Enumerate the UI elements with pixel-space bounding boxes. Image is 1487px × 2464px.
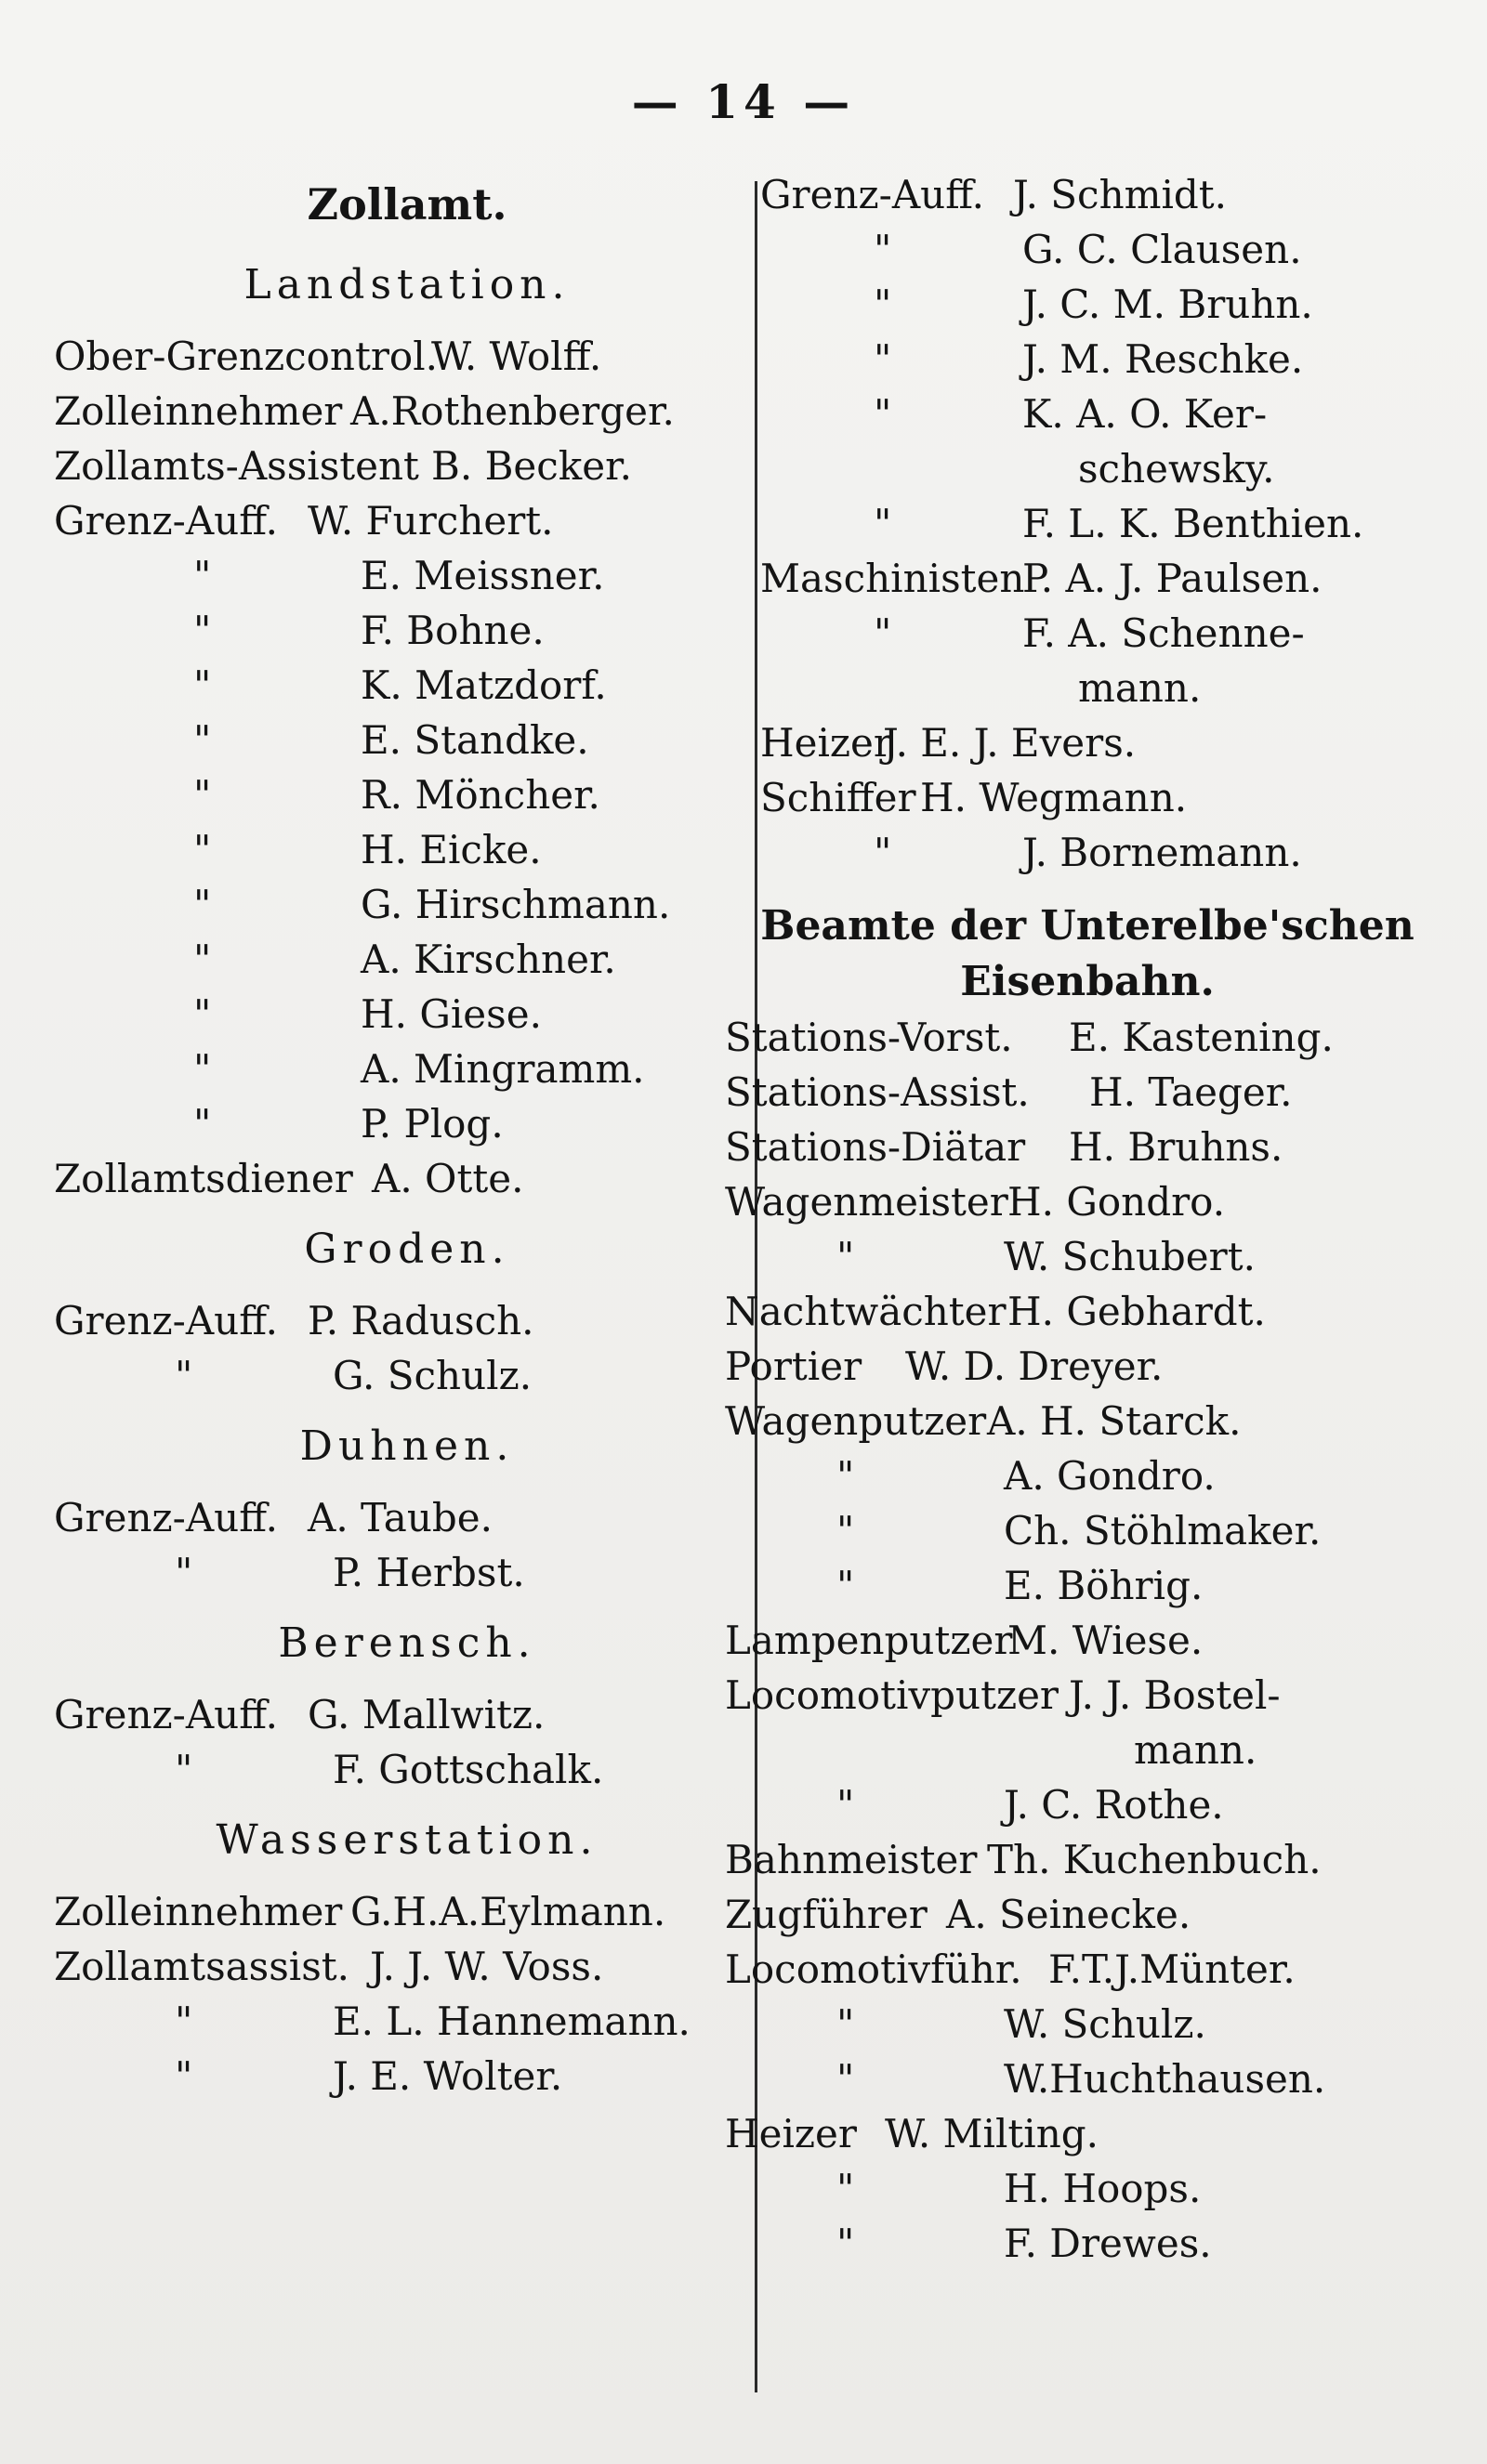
ditto-mark: " — [193, 882, 212, 927]
ditto-mark: " — [175, 1999, 193, 2044]
person-name: P. Herbst. — [333, 1550, 525, 1595]
list-item — [54, 548, 760, 603]
job-title: Lampenputzer — [725, 1618, 1013, 1663]
job-title: Locomotivputzer — [725, 1672, 1059, 1718]
person-name: E. L. Hannemann. — [333, 1999, 691, 2044]
list-item — [725, 1174, 1450, 1229]
section-heading-railway: Beamte der Unterelbe'schen — [760, 902, 1415, 950]
list-item — [54, 987, 760, 1042]
ditto-mark: " — [874, 391, 892, 437]
list-item — [54, 1939, 760, 1994]
list-item — [54, 1151, 760, 1206]
person-name: H. Gebhardt. — [1007, 1289, 1266, 1334]
list-item — [54, 1348, 760, 1403]
ditto-mark: " — [874, 227, 892, 272]
job-title: Zollamtsdiener — [54, 1156, 353, 1201]
list-item — [54, 877, 760, 932]
person-name: G. C. Clausen. — [1022, 227, 1302, 272]
list-item — [725, 1120, 1450, 1174]
list-item — [54, 1545, 760, 1600]
ditto-mark: " — [874, 282, 892, 327]
person-name: H. Eicke. — [361, 827, 542, 872]
job-title: Zolleinnehmer — [54, 1889, 343, 1934]
person-name: J. J. Bostel- — [1069, 1672, 1281, 1718]
job-title: Heizer — [760, 720, 892, 766]
ditto-mark: " — [836, 1782, 855, 1828]
person-name: F. Gottschalk. — [333, 1747, 604, 1792]
ditto-mark: " — [874, 830, 892, 875]
list-item — [725, 1448, 1450, 1503]
person-name: A. Seinecke. — [946, 1892, 1191, 1937]
section-heading-zollamt: Zollamt. — [307, 179, 507, 229]
person-name: A. Taube. — [308, 1495, 493, 1540]
list-item — [54, 439, 760, 493]
ditto-mark: " — [193, 717, 212, 763]
list-item — [725, 2051, 1450, 2106]
section-subheading: Berensch. — [278, 1619, 536, 1667]
ditto-mark: " — [836, 1508, 855, 1553]
person-name: G. Mallwitz. — [308, 1692, 546, 1737]
job-title: Ober-Grenzcontrol. — [54, 334, 438, 379]
job-title: Stations-Diätar — [725, 1124, 1026, 1170]
person-name: Th. Kuchenbuch. — [987, 1837, 1322, 1882]
person-name: P. A. J. Paulsen. — [1022, 556, 1323, 601]
list-item — [54, 603, 760, 658]
person-name: G. Hirschmann. — [361, 882, 671, 927]
list-item — [725, 825, 1450, 880]
list-item — [725, 1558, 1450, 1613]
job-title: Locomotivführ. — [725, 1946, 1022, 1992]
list-item — [54, 384, 760, 439]
right-column — [725, 167, 1450, 2271]
person-name: B. Becker. — [431, 443, 632, 489]
job-title: Grenz-Auff. — [760, 172, 984, 217]
section-subheading: Groden. — [304, 1225, 510, 1273]
person-name: P. Plog. — [361, 1101, 504, 1147]
list-item — [54, 1096, 760, 1151]
list-item — [725, 1065, 1450, 1120]
job-title: Heizer — [725, 2111, 857, 2156]
person-name: Ch. Stöhlmaker. — [1004, 1508, 1322, 1553]
ditto-mark: " — [836, 2221, 855, 2266]
list-item — [725, 1010, 1450, 1065]
person-name: R. Möncher. — [361, 772, 600, 818]
job-title: Grenz-Auff. — [54, 1692, 278, 1737]
list-item — [725, 1339, 1450, 1394]
list-item — [54, 1042, 760, 1096]
ditto-mark: " — [193, 608, 212, 653]
list-item — [54, 713, 760, 767]
ditto-mark: " — [193, 1046, 212, 1092]
list-item — [725, 277, 1450, 332]
ditto-mark: " — [193, 991, 212, 1037]
person-name: H. Hoops. — [1004, 2166, 1202, 2211]
ditto-mark: " — [836, 1563, 855, 1608]
list-item — [725, 332, 1450, 387]
person-name: mann. — [1134, 1727, 1257, 1773]
list-item — [54, 1884, 760, 1939]
ditto-mark: " — [836, 2001, 855, 2047]
ditto-mark: " — [836, 1234, 855, 1279]
list-item — [725, 441, 1450, 496]
list-item — [725, 606, 1450, 661]
list-item — [725, 551, 1450, 606]
ditto-mark: " — [175, 1550, 193, 1595]
person-name: A. Otte. — [372, 1156, 524, 1201]
job-title: Wagenputzer — [725, 1398, 987, 1444]
list-item — [54, 2049, 760, 2104]
ditto-mark: " — [175, 1747, 193, 1792]
list-item — [725, 167, 1450, 222]
person-name: J. M. Reschke. — [1022, 336, 1304, 382]
job-title: Bahnmeister — [725, 1837, 978, 1882]
person-name: M. Wiese. — [1007, 1618, 1204, 1663]
list-item — [725, 1613, 1450, 1668]
person-name: J. J. W. Voss. — [370, 1944, 604, 1989]
list-item — [54, 1293, 760, 1348]
list-item — [54, 932, 760, 987]
list-item — [725, 496, 1450, 551]
job-title: Zugführer — [725, 1892, 928, 1937]
list-item — [725, 661, 1450, 715]
list-item — [725, 770, 1450, 825]
job-title: Stations-Assist. — [725, 1069, 1030, 1115]
person-name: W. Wolff. — [431, 334, 602, 379]
list-item — [54, 1742, 760, 1797]
list-item — [54, 658, 760, 713]
person-name: A.Rothenberger. — [350, 388, 675, 434]
job-title: Portier — [725, 1343, 862, 1389]
list-item — [725, 2216, 1450, 2271]
person-name: H. Giese. — [361, 991, 542, 1037]
person-name: J. E. J. Evers. — [883, 720, 1137, 766]
list-item — [54, 329, 760, 384]
list-item — [725, 222, 1450, 277]
person-name: E. Böhrig. — [1004, 1563, 1204, 1608]
person-name: mann. — [1078, 665, 1202, 711]
list-item — [725, 2106, 1450, 2161]
person-name: J. Bornemann. — [1022, 830, 1302, 875]
person-name: J. C. M. Bruhn. — [1022, 282, 1313, 327]
job-title: Grenz-Auff. — [54, 498, 278, 544]
job-title: Zollamts-Assistent — [54, 443, 419, 489]
ditto-mark: " — [193, 553, 212, 598]
person-name: G. Schulz. — [333, 1353, 533, 1398]
person-name: J. E. Wolter. — [333, 2053, 563, 2099]
job-title: Grenz-Auff. — [54, 1495, 278, 1540]
list-item — [54, 1490, 760, 1545]
list-item — [725, 1887, 1450, 1942]
person-name: W. D. Dreyer. — [905, 1343, 1164, 1389]
person-name: P. Radusch. — [308, 1298, 534, 1343]
person-name: K. Matzdorf. — [361, 662, 607, 708]
list-item — [54, 1994, 760, 2049]
list-item — [725, 1832, 1450, 1887]
left-column — [54, 167, 760, 2104]
person-name: K. A. O. Ker- — [1022, 391, 1268, 437]
person-name: E. Kastening. — [1069, 1015, 1334, 1060]
list-item — [725, 1777, 1450, 1832]
person-name: A. H. Starck. — [987, 1398, 1242, 1444]
list-item — [725, 1942, 1450, 1997]
list-item — [725, 1723, 1450, 1777]
person-name: W.Huchthausen. — [1004, 2056, 1326, 2102]
list-item — [725, 1394, 1450, 1448]
person-name: J. C. Rothe. — [1004, 1782, 1224, 1828]
person-name: F. Bohne. — [361, 608, 545, 653]
section-subheading: Wasserstation. — [216, 1816, 599, 1864]
job-title: Zollamtsassist. — [54, 1944, 349, 1989]
ditto-mark: " — [175, 1353, 193, 1398]
person-name: F.T.J.Münter. — [1048, 1946, 1296, 1992]
list-item — [725, 1229, 1450, 1284]
person-name: W. Furchert. — [308, 498, 554, 544]
section-heading-railway: Eisenbahn. — [960, 958, 1215, 1005]
job-title: Zolleinnehmer — [54, 388, 343, 434]
list-item — [725, 1997, 1450, 2051]
list-item — [54, 1687, 760, 1742]
job-title: Maschinisten — [760, 556, 1025, 601]
job-title: Nachtwächter — [725, 1289, 1007, 1334]
person-name: H. Wegmann. — [920, 775, 1188, 820]
list-item — [725, 1284, 1450, 1339]
job-title: Schiffer — [760, 775, 916, 820]
person-name: schewsky. — [1078, 446, 1275, 491]
section-subheading: Landstation. — [243, 261, 571, 308]
job-title: Stations-Vorst. — [725, 1015, 1013, 1060]
person-name: A. Kirschner. — [361, 937, 616, 982]
ditto-mark: " — [874, 610, 892, 656]
ditto-mark: " — [193, 772, 212, 818]
person-name: E. Meissner. — [361, 553, 605, 598]
ditto-mark: " — [836, 1453, 855, 1499]
person-name: G.H.A.Eylmann. — [350, 1889, 666, 1934]
list-item — [725, 387, 1450, 441]
section-subheading: Duhnen. — [299, 1422, 515, 1470]
page-number: — 14 — — [631, 74, 856, 129]
person-name: H. Taeger. — [1089, 1069, 1293, 1115]
person-name: E. Standke. — [361, 717, 589, 763]
ditto-mark: " — [874, 501, 892, 546]
ditto-mark: " — [836, 2056, 855, 2102]
person-name: W. Schubert. — [1004, 1234, 1256, 1279]
ditto-mark: " — [175, 2053, 193, 2099]
person-name: J. Schmidt. — [1013, 172, 1227, 217]
list-item — [725, 1503, 1450, 1558]
person-name: F. L. K. Benthien. — [1022, 501, 1364, 546]
person-name: A. Mingramm. — [361, 1046, 645, 1092]
person-name: W. Milting. — [885, 2111, 1099, 2156]
person-name: F. Drewes. — [1004, 2221, 1212, 2266]
person-name: A. Gondro. — [1004, 1453, 1216, 1499]
list-item — [54, 493, 760, 548]
list-item — [54, 822, 760, 877]
ditto-mark: " — [193, 937, 212, 982]
list-item — [725, 1668, 1450, 1723]
list-item — [725, 2161, 1450, 2216]
ditto-mark: " — [193, 662, 212, 708]
job-title: Wagenmeister — [725, 1179, 1008, 1225]
ditto-mark: " — [874, 336, 892, 382]
person-name: W. Schulz. — [1004, 2001, 1206, 2047]
ditto-mark: " — [193, 827, 212, 872]
person-name: H. Gondro. — [1007, 1179, 1226, 1225]
list-item — [54, 767, 760, 822]
person-name: H. Bruhns. — [1069, 1124, 1283, 1170]
list-item — [725, 715, 1450, 770]
ditto-mark: " — [193, 1101, 212, 1147]
job-title: Grenz-Auff. — [54, 1298, 278, 1343]
ditto-mark: " — [836, 2166, 855, 2211]
person-name: F. A. Schenne- — [1022, 610, 1305, 656]
